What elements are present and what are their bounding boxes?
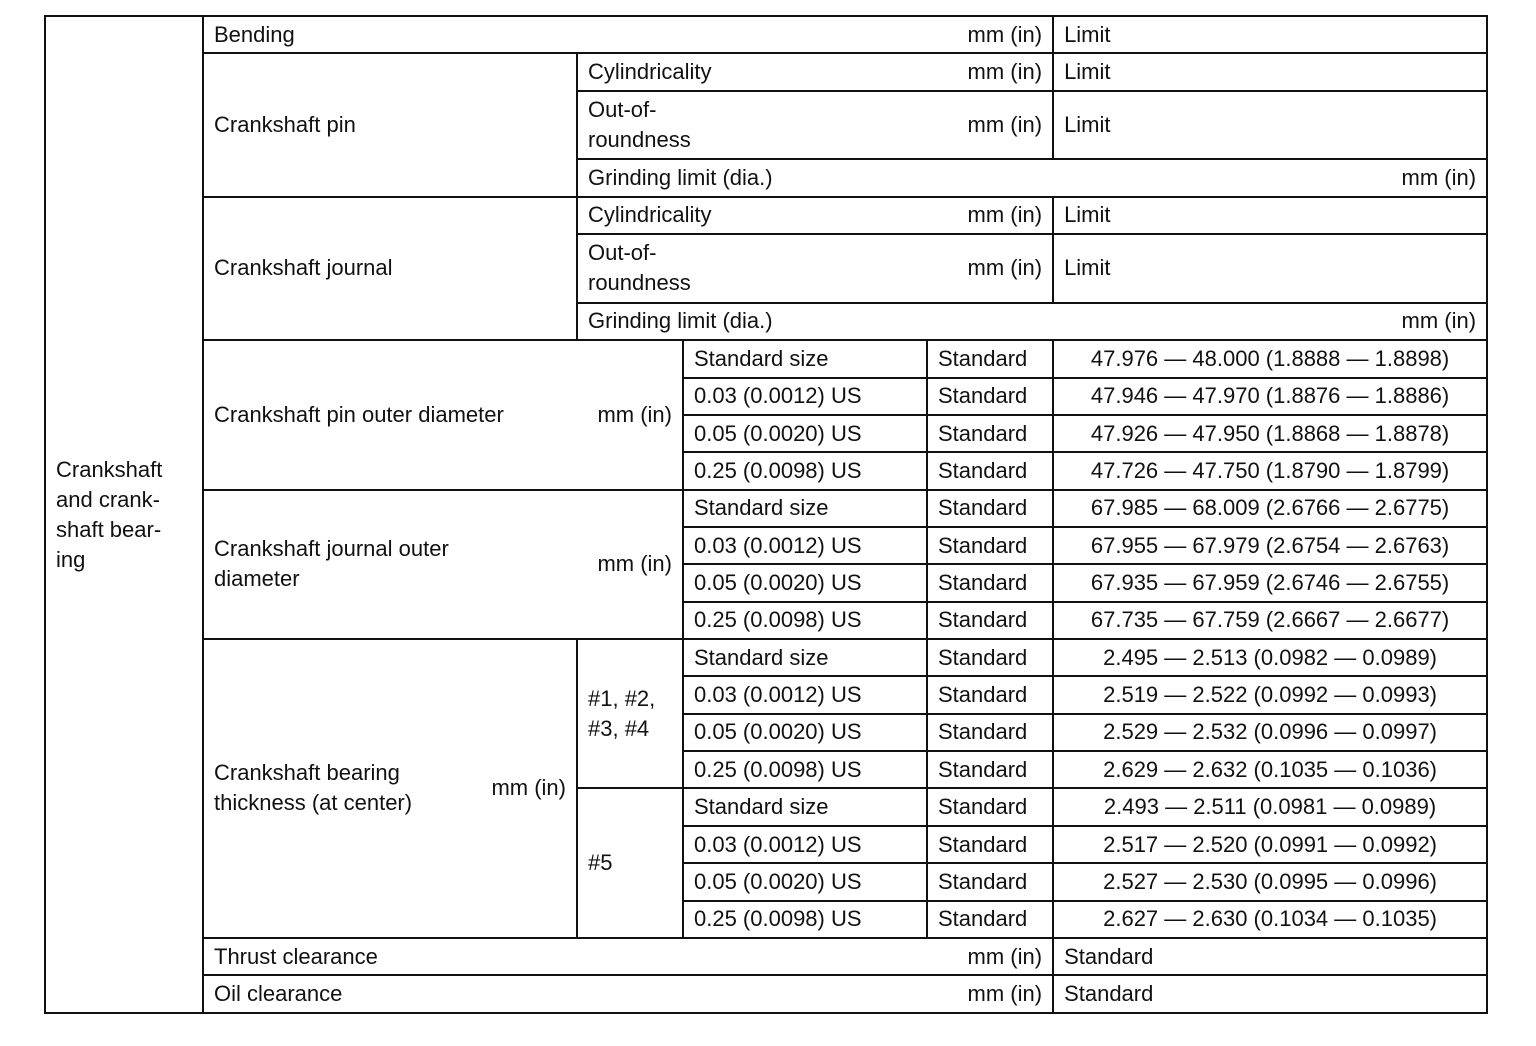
pin-grind-unit: mm (in) (1401, 165, 1477, 191)
bearing-unit: mm (in) (491, 775, 566, 801)
category-cell (45, 16, 203, 1013)
size-cell: Standard size (683, 639, 927, 676)
pin-od-unit: mm (in) (597, 401, 672, 427)
value-cell: 2.495 — 2.513 (0.0982 — 0.0989) (1053, 639, 1487, 676)
pin-oor-label-line: roundness (588, 127, 691, 153)
size-cell: 0.03 (0.0012) US (683, 676, 927, 713)
journal-grind-label: Grinding limit (dia.) (588, 308, 773, 334)
pin-oor-label (588, 95, 691, 155)
value-cell: 67.935 — 67.959 (2.6746 — 2.6755) (1053, 564, 1487, 601)
kind-cell: Standard (927, 378, 1053, 415)
bending-unit: mm (in) (967, 21, 1043, 47)
oil-label-cell (203, 975, 1053, 1013)
journal-cyl-unit: mm (in) (967, 202, 1043, 228)
kind-cell: Standard (927, 527, 1053, 564)
pin-od-label: Crankshaft pin outer diameter (214, 401, 504, 427)
size-cell: 0.03 (0.0012) US (683, 826, 927, 863)
value-cell: 2.529 — 2.532 (0.0996 — 0.0997) (1053, 714, 1487, 751)
thrust-row (45, 938, 1487, 975)
journal-cyl-label-cell (577, 197, 1053, 234)
size-cell: 0.25 (0.0098) US (683, 901, 927, 938)
bending-kind: Limit (1053, 16, 1487, 53)
pin-od-label-cell (203, 340, 683, 489)
thrust-label: Thrust clearance (214, 943, 378, 969)
value-cell: 67.955 — 67.979 (2.6754 — 2.6763) (1053, 527, 1487, 564)
pin-label: Crankshaft pin (203, 53, 577, 196)
value-cell: 47.726 — 47.750 (1.8790 — 1.8799) (1053, 452, 1487, 489)
pin-od-row (45, 340, 1487, 377)
size-cell: 0.05 (0.0020) US (683, 863, 927, 900)
thrust-kind: Standard (1053, 938, 1487, 975)
journal-od-label (214, 534, 449, 594)
journal-oor-unit: mm (in) (967, 255, 1043, 281)
bearing-label-line: Crankshaft bearing (214, 760, 400, 786)
oil-unit: mm (in) (967, 981, 1043, 1007)
kind-cell: Standard (927, 564, 1053, 601)
value-cell: 67.985 — 68.009 (2.6766 — 2.6775) (1053, 490, 1487, 527)
pin-oor-kind: Limit (1053, 91, 1487, 160)
value-cell: 2.519 — 2.522 (0.0992 — 0.0993) (1053, 676, 1487, 713)
kind-cell: Standard (927, 826, 1053, 863)
kind-cell: Standard (927, 639, 1053, 676)
thrust-unit: mm (in) (967, 943, 1043, 969)
bearing-group-line: #5 (588, 850, 613, 876)
bending-row (45, 16, 1487, 53)
bending-label: Bending (214, 21, 295, 47)
value-cell: 67.735 — 67.759 (2.6667 — 2.6677) (1053, 602, 1487, 639)
kind-cell: Standard (927, 788, 1053, 825)
size-cell: Standard size (683, 340, 927, 377)
kind-cell: Standard (927, 340, 1053, 377)
journal-label: Crankshaft journal (203, 197, 577, 340)
pin-oor-unit: mm (in) (967, 112, 1043, 138)
kind-cell: Standard (927, 901, 1053, 938)
journal-od-label-line: Crankshaft journal outer (214, 536, 449, 562)
oil-kind: Standard (1053, 975, 1487, 1013)
size-cell: 0.25 (0.0098) US (683, 452, 927, 489)
bearing-label (214, 758, 412, 818)
pin-cyl-kind: Limit (1053, 53, 1487, 90)
bending-label-cell (203, 16, 1053, 53)
oil-label: Oil clearance (214, 981, 343, 1007)
journal-od-row (45, 490, 1487, 527)
size-cell: 0.05 (0.0020) US (683, 714, 927, 751)
bearing-group-label (577, 639, 683, 788)
journal-od-unit: mm (in) (597, 551, 672, 577)
bearing-row (45, 639, 1487, 676)
journal-cyl-kind: Limit (1053, 197, 1487, 234)
kind-cell: Standard (927, 863, 1053, 900)
value-cell: 2.527 — 2.530 (0.0995 — 0.0996) (1053, 863, 1487, 900)
journal-oor-kind: Limit (1053, 234, 1487, 303)
value-cell: 47.976 — 48.000 (1.8888 — 1.8898) (1053, 340, 1487, 377)
size-cell: 0.03 (0.0012) US (683, 378, 927, 415)
kind-cell: Standard (927, 602, 1053, 639)
journal-od-label-line: diameter (214, 566, 300, 592)
journal-oor-label (588, 238, 691, 298)
size-cell: 0.05 (0.0020) US (683, 415, 927, 452)
kind-cell: Standard (927, 714, 1053, 751)
category-line: shaft bear- (56, 516, 162, 542)
journal-od-label-cell (203, 490, 683, 639)
bearing-group-line: #3, #4 (588, 715, 650, 741)
pin-grind-label-cell (577, 159, 1487, 196)
value-cell: 2.493 — 2.511 (0.0981 — 0.0989) (1053, 788, 1487, 825)
kind-cell: Standard (927, 452, 1053, 489)
journal-oor-label-cell (577, 234, 1053, 303)
journal-grind-label-cell (577, 303, 1487, 340)
pin-cyl-label: Cylindricality (588, 59, 712, 85)
journal-cyl-label: Cylindricality (588, 202, 712, 228)
bearing-label-cell (203, 639, 577, 938)
bearing-label-line: thickness (at center) (214, 790, 413, 816)
value-cell: 2.629 — 2.632 (0.1035 — 0.1036) (1053, 751, 1487, 788)
bearing-group-line: #1, #2, (588, 685, 656, 711)
pin-cyl-unit: mm (in) (967, 59, 1043, 85)
pin-oor-label-line: Out-of- (588, 97, 657, 123)
journal-cyl-row (45, 197, 1487, 234)
kind-cell: Standard (927, 490, 1053, 527)
crankshaft-spec-table (44, 15, 1488, 1014)
journal-oor-label-line: Out-of- (588, 240, 657, 266)
value-cell: 2.627 — 2.630 (0.1034 — 0.1035) (1053, 901, 1487, 938)
size-cell: 0.25 (0.0098) US (683, 602, 927, 639)
value-cell: 2.517 — 2.520 (0.0991 — 0.0992) (1053, 826, 1487, 863)
pin-oor-label-cell (577, 91, 1053, 160)
category-line: ing (56, 546, 86, 572)
size-cell: 0.25 (0.0098) US (683, 751, 927, 788)
category-line: Crankshaft (56, 456, 163, 482)
journal-grind-unit: mm (in) (1401, 308, 1477, 334)
oil-row (45, 975, 1487, 1013)
pin-cyl-row (45, 53, 1487, 90)
value-cell: 47.946 — 47.970 (1.8876 — 1.8886) (1053, 378, 1487, 415)
size-cell: 0.03 (0.0012) US (683, 527, 927, 564)
size-cell: Standard size (683, 788, 927, 825)
pin-grind-label: Grinding limit (dia.) (588, 165, 773, 191)
size-cell: 0.05 (0.0020) US (683, 564, 927, 601)
value-cell: 47.926 — 47.950 (1.8868 — 1.8878) (1053, 415, 1487, 452)
size-cell: Standard size (683, 490, 927, 527)
kind-cell: Standard (927, 415, 1053, 452)
kind-cell: Standard (927, 676, 1053, 713)
bearing-group-label (577, 788, 683, 937)
pin-cyl-label-cell (577, 53, 1053, 90)
thrust-label-cell (203, 938, 1053, 975)
journal-oor-label-line: roundness (588, 270, 691, 296)
category-line: and crank- (56, 486, 160, 512)
kind-cell: Standard (927, 751, 1053, 788)
